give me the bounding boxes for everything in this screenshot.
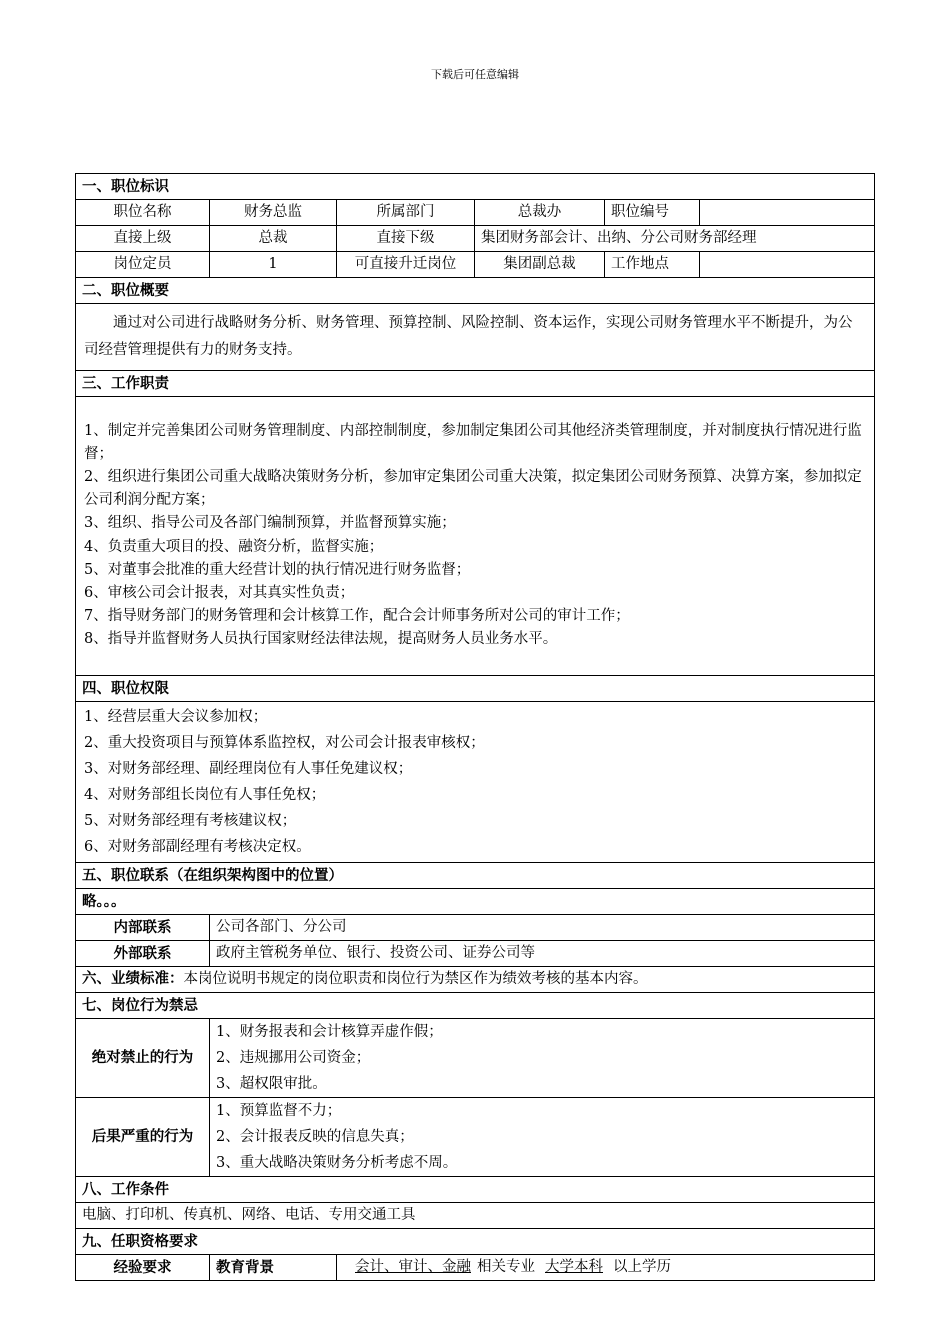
- label-serious-consequence: 后果严重的行为: [76, 1097, 210, 1176]
- duty-item: 2、组织进行集团公司重大战略决策财务分析，参加审定集团公司重大决策，拟定集团公司财务预算、决算方案，参加拟定公司利润分配方案；: [84, 469, 862, 509]
- value-work-location: [700, 252, 875, 278]
- value-promotion: 集团副总裁: [475, 252, 605, 278]
- value-headcount: 1: [210, 252, 337, 278]
- major-field: 会计、审计、金融: [355, 1258, 471, 1275]
- label-external-relations: 外部联系: [76, 940, 210, 966]
- section-3-title: 三、工作职责: [76, 370, 875, 396]
- prohibited-item: 3、超权限审批。: [216, 1075, 327, 1092]
- authority-item: 4、对财务部组长岗位有人事任免权；: [84, 786, 326, 803]
- label-position-name: 职位名称: [76, 200, 210, 226]
- section-4-title: 四、职位权限: [76, 675, 875, 701]
- prohibited-item: 1、财务报表和会计核算弄虚作假；: [216, 1023, 443, 1040]
- duty-item: 5、对董事会批准的重大经营计划的执行情况进行财务监督；: [84, 561, 471, 578]
- section-8-title: 八、工作条件: [76, 1176, 875, 1202]
- authority-item: 5、对财务部经理有考核建议权；: [84, 812, 297, 829]
- duty-item: 3、组织、指导公司及各部门编制预算，并监督预算实施；: [84, 515, 456, 532]
- value-direct-subordinate: 集团财务部会计、出纳、分公司财务部经理: [475, 226, 875, 252]
- value-external-relations: 政府主管税务单位、银行、投资公司、证券公司等: [210, 940, 875, 966]
- value-position-name: 财务总监: [210, 200, 337, 226]
- serious-item: 1、预算监督不力；: [216, 1102, 342, 1119]
- section-2-title: 二、职位概要: [76, 278, 875, 304]
- label-direct-superior: 直接上级: [76, 226, 210, 252]
- authority-item: 3、对财务部经理、副经理岗位有人事任免建议权；: [84, 760, 413, 777]
- major-suffix: 相关专业: [477, 1258, 535, 1275]
- label-experience: 经验要求: [76, 1254, 210, 1280]
- degree-field: 大学本科: [545, 1258, 603, 1275]
- value-direct-superior: 总裁: [210, 226, 337, 252]
- performance-standard: [76, 966, 875, 992]
- authority-item: 6、对财务部副经理有考核决定权。: [84, 838, 311, 855]
- page-header-note: 下载后可任意编辑: [431, 68, 519, 81]
- label-position-code: 职位编号: [605, 200, 700, 226]
- label-education: 教育背景: [210, 1254, 337, 1280]
- duty-item: 1、制定并完善集团公司财务管理制度、内部控制制度，参加制定集团公司其他经济类管理制度，并对制度执行情况进行监督；: [84, 422, 862, 462]
- section-7-title: 七、岗位行为禁忌: [76, 992, 875, 1018]
- authority-item: 1、经营层重大会议参加权；: [84, 708, 268, 725]
- prohibited-item: 2、违规挪用公司资金；: [216, 1049, 371, 1066]
- serious-item: 2、会计报表反映的信息失真；: [216, 1128, 414, 1145]
- education-requirement: [337, 1254, 875, 1280]
- duty-item: 4、负责重大项目的投、融资分析，监督实施；: [84, 538, 384, 555]
- section-1-title: 一、职位标识: [76, 174, 875, 200]
- serious-item: 3、重大战略决策财务分析考虑不周。: [216, 1154, 458, 1171]
- duty-item: 6、审核公司会计报表，对其真实性负责；: [84, 585, 355, 601]
- section-6-title: 六、业绩标准：: [82, 970, 184, 988]
- authority-list: [76, 701, 875, 862]
- label-work-location: 工作地点: [605, 252, 700, 278]
- label-department: 所属部门: [337, 200, 475, 226]
- value-internal-relations: 公司各部门、分公司: [210, 914, 875, 940]
- label-absolute-prohibited: 绝对禁止的行为: [76, 1018, 210, 1097]
- degree-suffix: 以上学历: [613, 1258, 671, 1275]
- relations-note: 略。。。: [76, 888, 875, 914]
- serious-consequence-list: [210, 1097, 875, 1176]
- value-position-code: [700, 200, 875, 226]
- position-summary: 通过对公司进行战略财务分析、财务管理、预算控制、风险控制、资本运作，实现公司财务管理水平不断提升，为公司经营管理提供有力的财务支持。: [76, 304, 875, 371]
- authority-item: 2、重大投资项目与预算体系监控权，对公司会计报表审核权；: [84, 734, 485, 751]
- work-conditions: 电脑、打印机、传真机、网络、电话、专用交通工具: [76, 1202, 875, 1228]
- absolute-prohibited-list: [210, 1018, 875, 1097]
- section-9-title: 九、任职资格要求: [76, 1228, 875, 1254]
- value-department: 总裁办: [475, 200, 605, 226]
- label-headcount: 岗位定员: [76, 252, 210, 278]
- label-internal-relations: 内部联系: [76, 914, 210, 940]
- duty-item: 8、指导并监督财务人员执行国家财经法律法规，提高财务人员业务水平。: [84, 631, 558, 648]
- duty-item: 7、指导财务部门的财务管理和会计核算工作，配合会计师事务所对公司的审计工作；: [84, 608, 630, 625]
- label-promotion: 可直接升迁岗位: [337, 252, 475, 278]
- job-description-table: [75, 173, 875, 1281]
- section-5-title: 五、职位联系（在组织架构图中的位置）: [76, 862, 875, 888]
- duties-list: [76, 396, 875, 675]
- label-direct-subordinate: 直接下级: [337, 226, 475, 252]
- performance-text: 本岗位说明书规定的岗位职责和岗位行为禁区作为绩效考核的基本内容。: [183, 971, 648, 988]
